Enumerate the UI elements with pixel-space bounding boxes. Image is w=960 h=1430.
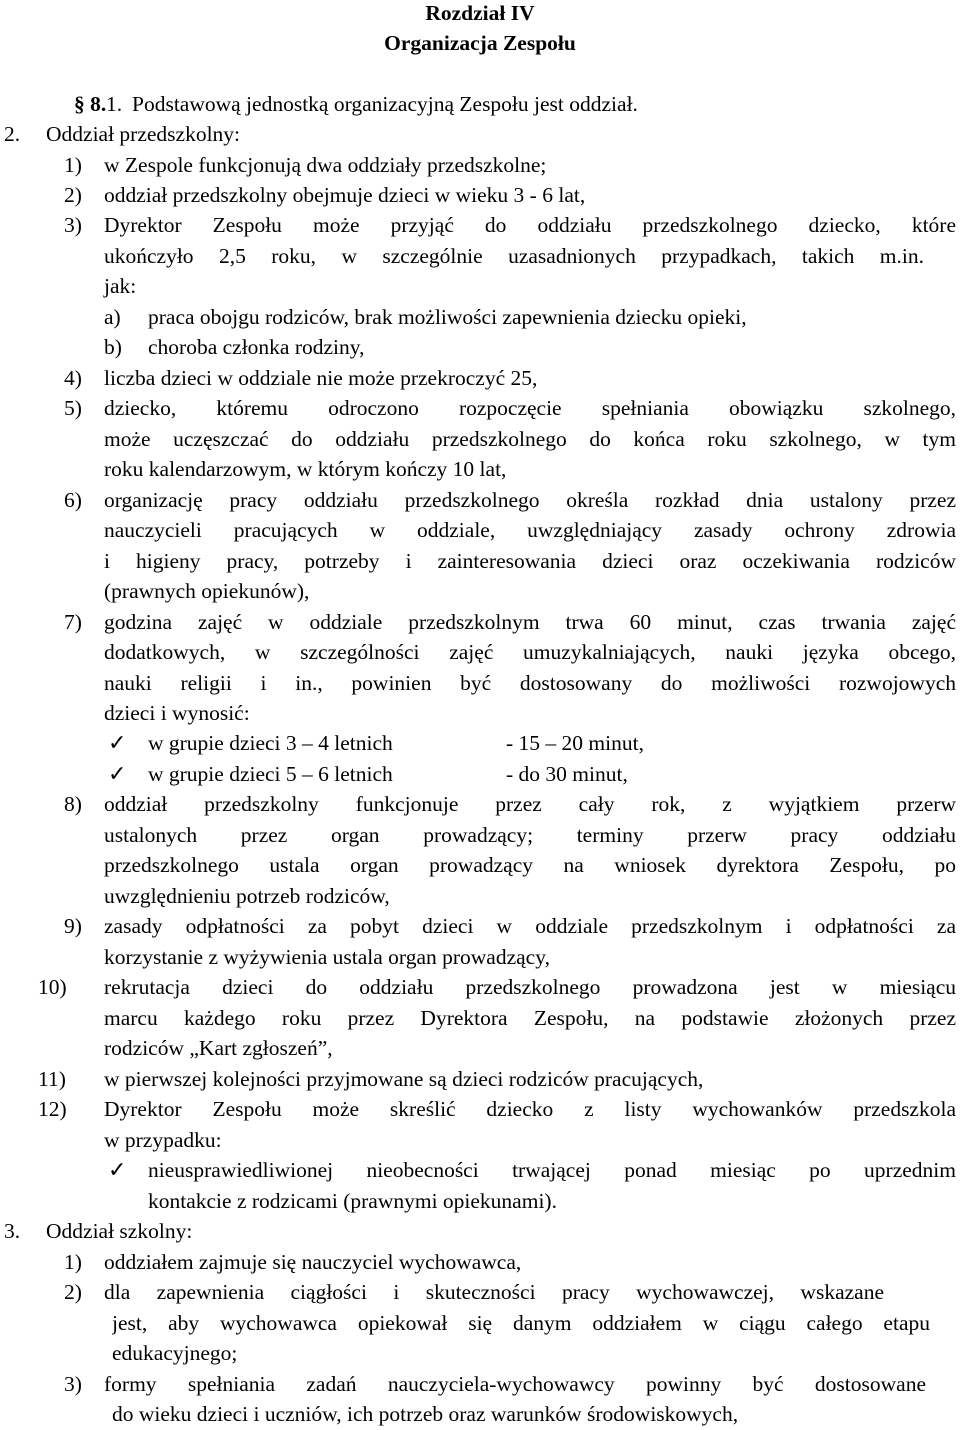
school-2-number: 2) bbox=[64, 1280, 82, 1304]
check-icon: ✓ bbox=[108, 1157, 127, 1182]
preschool-6-line-4: (prawnych opiekunów), bbox=[104, 579, 310, 603]
preschool-3-line-1: Dyrektor Zespołu może przyjąć do oddziału przedszkolnego dziecko, które bbox=[104, 213, 956, 237]
preschool-4-number: 4) bbox=[64, 366, 82, 390]
check-icon: ✓ bbox=[108, 761, 127, 786]
preschool-8-number: 8) bbox=[64, 792, 82, 816]
preschool-9-number: 9) bbox=[64, 914, 82, 938]
removal-reason-line-2: kontakcie z rodzicami (prawnymi opiekunami). bbox=[148, 1189, 557, 1213]
preschool-5-number: 5) bbox=[64, 396, 82, 420]
preschool-9-line-1: zasady odpłatności za pobyt dzieci w oddziale przedszkolnym i odpłatności za bbox=[104, 914, 956, 938]
preschool-3a-letter: a) bbox=[104, 305, 121, 329]
preschool-7-line-2: dodatkowych, w szczególności zajęć umuzykalniających, nauki języka obcego, bbox=[104, 640, 956, 664]
preschool-8-line-1: oddział przedszkolny funkcjonuje przez cały rok, z wyjątkiem przerw bbox=[104, 792, 956, 816]
preschool-8-line-2: ustalonych przez organ prowadzący; terminy przerw pracy oddziału bbox=[104, 823, 956, 847]
preschool-6-line-1: organizację pracy oddziału przedszkolnego określa rozkład dnia ustalony przez bbox=[104, 488, 956, 512]
preschool-1-number: 1) bbox=[64, 153, 82, 177]
school-3-number: 3) bbox=[64, 1372, 82, 1396]
preschool-8-line-4: uwzględnieniu potrzeb rodziców, bbox=[104, 884, 390, 908]
preschool-11-number: 11) bbox=[38, 1067, 66, 1091]
preschool-5-line-3: roku kalendarzowym, w którym kończy 10 lat, bbox=[104, 457, 507, 481]
item-1-text: Podstawową jednostką organizacyjną Zespołu jest oddział. bbox=[132, 92, 638, 116]
school-1-text: oddziałem zajmuje się nauczyciel wychowawca, bbox=[104, 1250, 522, 1274]
preschool-12-line-2: w przypadku: bbox=[104, 1128, 222, 1152]
preschool-3-line-3: jak: bbox=[104, 274, 137, 298]
preschool-3-number: 3) bbox=[64, 213, 82, 237]
paragraph-number: § 8. bbox=[74, 92, 107, 116]
preschool-6-line-3: i higieny pracy, potrzeby i zainteresowania dzieci oraz oczekiwania rodziców bbox=[104, 549, 956, 573]
item-2-text: Oddział przedszkolny: bbox=[46, 122, 241, 146]
preschool-7-line-1: godzina zajęć w oddziale przedszkolnym trwa 60 minut, czas trwania zajęć bbox=[104, 610, 956, 634]
school-3-line-1: formy spełniania zadań nauczyciela-wychowawcy powinny być dostosowane bbox=[104, 1372, 926, 1396]
preschool-10-line-1: rekrutacja dzieci do oddziału przedszkolnego prowadzona jest w miesiącu bbox=[104, 975, 956, 999]
preschool-10-line-3: rodziców „Kart zgłoszeń”, bbox=[104, 1036, 333, 1060]
preschool-10-number: 10) bbox=[38, 975, 67, 999]
item-3-text: Oddział szkolny: bbox=[46, 1219, 193, 1243]
school-2-line-1: dla zapewnienia ciągłości i skuteczności pracy wychowawczej, wskazane bbox=[104, 1280, 884, 1304]
age-group-1: w grupie dzieci 3 – 4 letnich bbox=[148, 731, 393, 755]
preschool-1-text: w Zespole funkcjonują dwa oddziały przedszkolne; bbox=[104, 153, 547, 177]
preschool-5-line-1: dziecko, któremu odroczono rozpoczęcie spełniania obowiązku szkolnego, bbox=[104, 396, 956, 420]
preschool-8-line-3: przedszkolnego ustala organ prowadzący na wniosek dyrektora Zespołu, po bbox=[104, 853, 956, 877]
school-2-line-3: edukacyjnego; bbox=[112, 1341, 238, 1365]
item-3-number: 3. bbox=[4, 1219, 21, 1243]
preschool-3b-text: choroba członka rodziny, bbox=[148, 335, 365, 359]
preschool-11-text: w pierwszej kolejności przyjmowane są dzieci rodziców pracujących, bbox=[104, 1067, 704, 1091]
school-3-line-2: do wieku dzieci i uczniów, ich potrzeb oraz warunków środowiskowych, bbox=[112, 1402, 739, 1426]
preschool-7-line-4: dzieci i wynosić: bbox=[104, 701, 250, 725]
preschool-3b-letter: b) bbox=[104, 335, 122, 359]
check-icon: ✓ bbox=[108, 730, 127, 755]
school-2-line-2: jest, aby wychowawca opiekował się danym oddziałem w ciągu całego etapu bbox=[112, 1311, 930, 1335]
preschool-7-number: 7) bbox=[64, 610, 82, 634]
preschool-2-number: 2) bbox=[64, 183, 82, 207]
preschool-6-line-2: nauczycieli pracujących w oddziale, uwzględniający zasady ochrony zdrowia bbox=[104, 518, 956, 542]
item-1-number: 1. bbox=[106, 92, 123, 116]
preschool-3-line-2: ukończyło 2,5 roku, w szczególnie uzasadnionych przypadkach, takich m.in. bbox=[104, 244, 924, 268]
item-2-number: 2. bbox=[4, 122, 21, 146]
preschool-12-line-1: Dyrektor Zespołu może skreślić dziecko z listy wychowanków przedszkola bbox=[104, 1097, 956, 1121]
age-group-2-time: - do 30 minut, bbox=[506, 762, 628, 786]
preschool-5-line-2: może uczęszczać do oddziału przedszkolnego do końca roku szkolnego, w tym bbox=[104, 427, 956, 451]
age-group-2: w grupie dzieci 5 – 6 letnich bbox=[148, 762, 393, 786]
preschool-10-line-2: marcu każdego roku przez Dyrektora Zespołu, na podstawie złożonych przez bbox=[104, 1006, 956, 1030]
age-group-1-time: - 15 – 20 minut, bbox=[506, 731, 644, 755]
school-1-number: 1) bbox=[64, 1250, 82, 1274]
preschool-7-line-3: nauki religii i in., powinien być dostosowany do możliwości rozwojowych bbox=[104, 671, 956, 695]
preschool-3a-text: praca obojgu rodziców, brak możliwości zapewnienia dziecku opieki, bbox=[148, 305, 747, 329]
preschool-4-text: liczba dzieci w oddziale nie może przekroczyć 25, bbox=[104, 366, 538, 390]
removal-reason-line-1: nieusprawiedliwionej nieobecności trwającej ponad miesiąc po uprzednim bbox=[148, 1158, 956, 1182]
preschool-9-line-2: korzystanie z wyżywienia ustala organ prowadzący, bbox=[104, 945, 550, 969]
preschool-6-number: 6) bbox=[64, 488, 82, 512]
chapter-title: Organizacja Zespołu bbox=[384, 31, 576, 55]
preschool-2-text: oddział przedszkolny obejmuje dzieci w wieku 3 - 6 lat, bbox=[104, 183, 586, 207]
chapter-heading: Rozdział IV bbox=[425, 1, 535, 25]
preschool-12-number: 12) bbox=[38, 1097, 67, 1121]
